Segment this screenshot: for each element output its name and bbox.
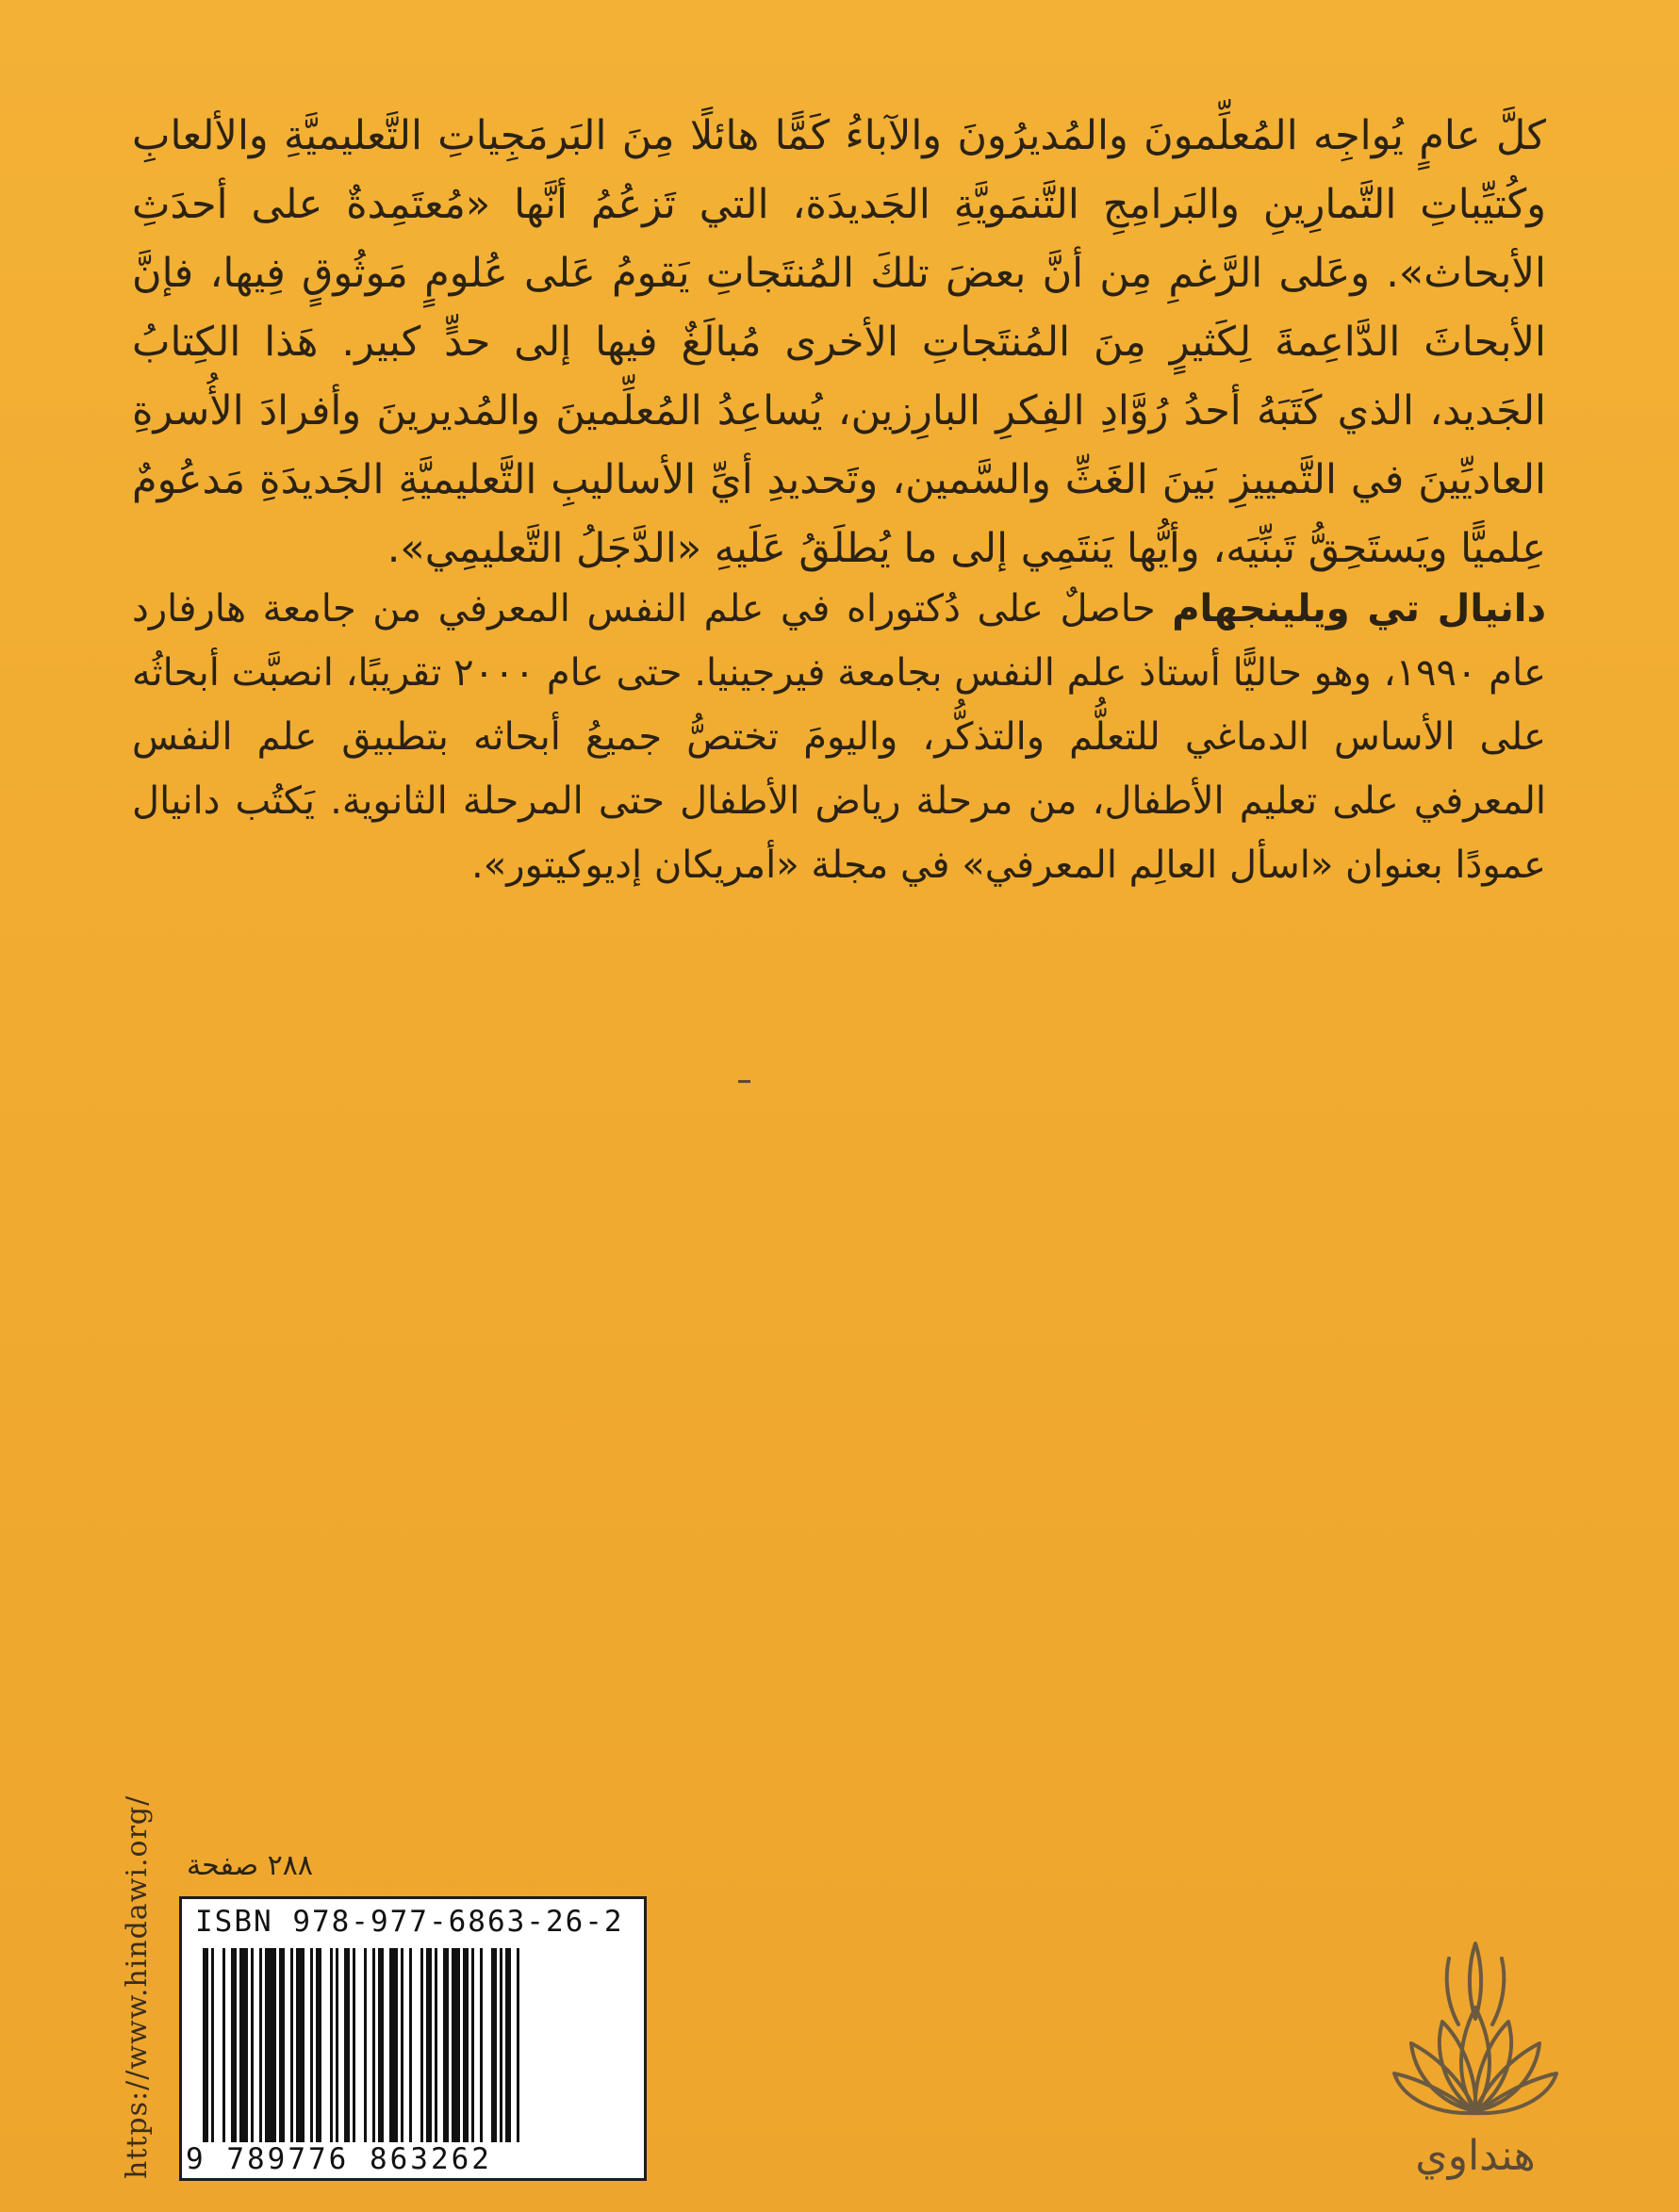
barcode-label xyxy=(179,1896,647,2181)
publisher-name: هنداوي xyxy=(1415,2132,1536,2180)
ean-digits: 9 789776 863262 xyxy=(186,2142,492,2176)
page-count: ٢٨٨ صفحة xyxy=(187,1849,313,1882)
book-blurb: كلَّ عامٍ يُواجِه المُعلِّمونَ والمُديرُونَ والآباءُ كَمًّا هائلًا مِنَ البَرمَجِياتِ التَّعليميَّةِ والألعابِ وكُتيِّباتِ التَّمارِينِ والبَرامِجِ التَّنمَويَّةِ الجَديدَة، التي تَزعُمُ أنَّها «مُعتَمِدةٌ على أحدَثِ الأبحاث». وعَلى الرَّغمِ مِن أنَّ بعضَ تلكَ المُنتَجاتِ يَقومُ عَلى عُلومٍ مَوثُوقٍ فِيها، فإنَّ الأبحاثَ الدَّاعِمةَ لِكَثيرٍ مِنَ المُنتَجاتِ الأخرى مُبالَغٌ فيها إلى حدٍّ كبير. هَذا الكِتابُ الجَديد، الذي كَتَبَهُ أحدُ رُوَّادِ الفِكرِ البارِزين، يُساعِدُ المُعلِّمينَ والمُديرينَ وأفرادَ الأُسرةِ العاديِّينَ في التَّمييزِ بَينَ الغَثِّ والسَّمين، وتَحديدِ أيِّ الأساليبِ التَّعليميَّةِ الجَديدَةِ مَدعُومٌ عِلميًّا ويَستَحِقُّ تَبنِّيَه، وأيُّها يَنتَمِي إلى ما يُطلَقُ عَلَيهِ «الدَّجَلُ التَّعليمِي». xyxy=(132,112,1546,572)
publisher-url[interactable]: https://www.hindawi.org/ xyxy=(121,1794,154,2179)
isbn-number: ISBN 978-977-6863-26-2 xyxy=(195,1905,624,1939)
barcode-icon xyxy=(203,1948,629,2142)
author-name: دانيال تي ويلينجهام xyxy=(1172,587,1546,631)
author-bio-text: حاصلٌ على دُكتوراه في علم النفس المعرفي من جامعة هارفارد عام ١٩٩٠، وهو حاليًّا أستاذ علم النفس بجامعة فيرجينيا. حتى عام ٢٠٠٠ تقريبًا، انصبَّت أبحاثُه على الأساس الدماغي للتعلُّم والتذكُّر، واليومَ تختصُّ جميعُ أبحاثه بتطبيق علم النفس المعرفي على تعليم الأطفال، من مرحلة رياض الأطفال حتى المرحلة الثانوية. يَكتُب دانيال عمودًا بعنوان «اسأل العالِم المعرفي» في مجلة «أمريكان إديوكيتور». xyxy=(132,587,1547,887)
lotus-flower-icon xyxy=(1391,1932,1560,2121)
separator-mark xyxy=(738,1080,750,1083)
author-bio xyxy=(132,577,1546,897)
